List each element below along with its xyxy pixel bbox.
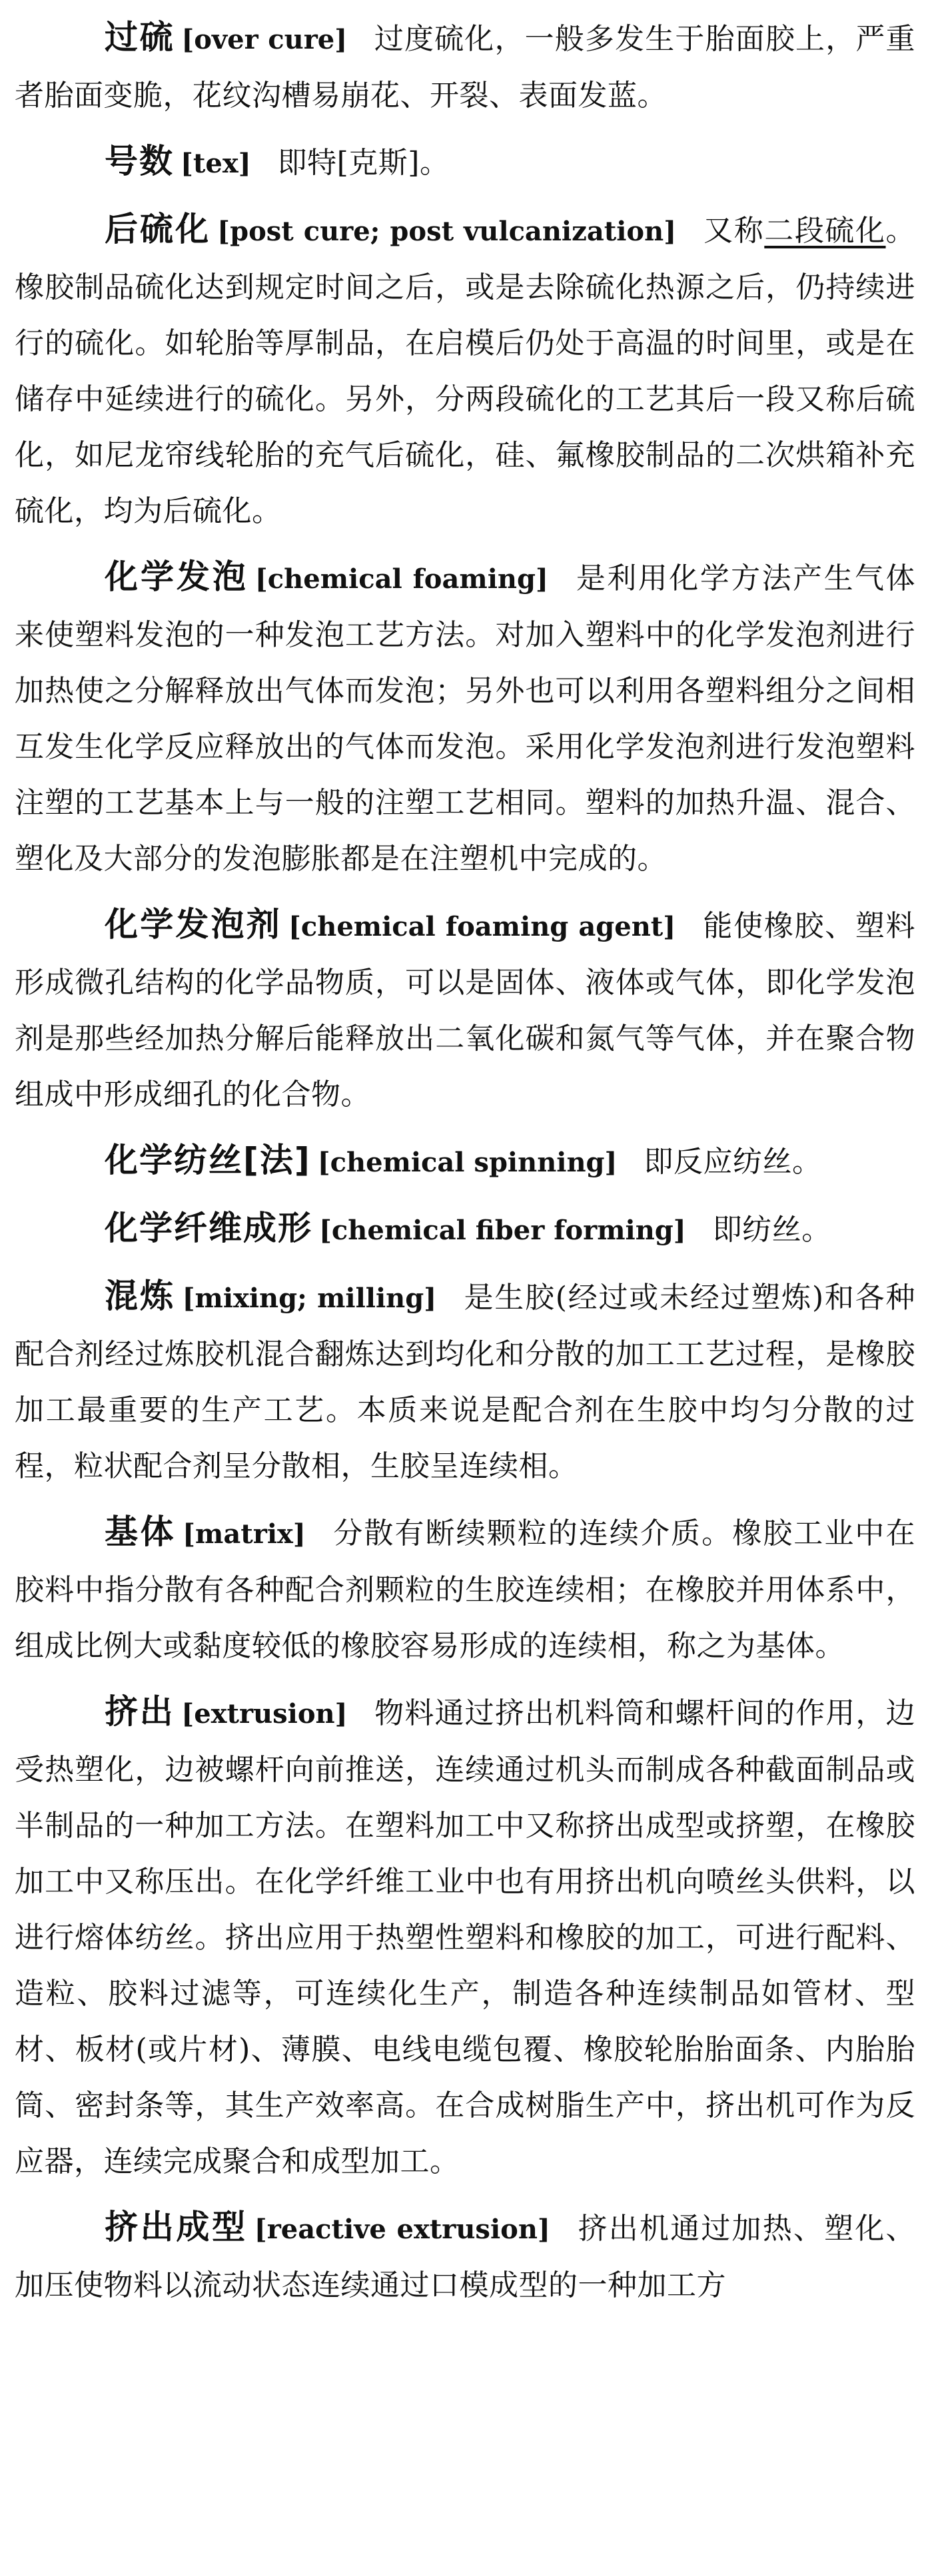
entry-term: 挤出成型 bbox=[105, 2208, 248, 2246]
entry-definition: 是生胶(经过或未经过塑炼)和各种配合剂经过炼胶机混合翻炼达到均化和分散的加工工艺过程，是橡胶加工最重要的生产工艺。本质来说是配合剂在生胶中均匀分散的过程，粒状配合剂呈分散相，生胶呈连续相。 bbox=[15, 1281, 915, 1483]
entry-definition-prefix: 又称 bbox=[703, 214, 765, 248]
entry-tex bbox=[15, 133, 915, 192]
entry-term: 化学发泡剂 bbox=[105, 905, 282, 944]
entry-chemical-foaming bbox=[15, 549, 915, 887]
entry-term: 化学发泡 bbox=[105, 557, 248, 596]
entry-english: [mixing; milling] bbox=[182, 1283, 437, 1314]
entry-chemical-foaming-agent bbox=[15, 896, 915, 1123]
entry-matrix bbox=[15, 1504, 915, 1674]
entry-definition: 能使橡胶、塑料形成微孔结构的化学品物质，可以是固体、液体或气体，即化学发泡剂是那些经加热分解后能释放出二氧化碳和氮气等气体，并在聚合物组成中形成细孔的化合物。 bbox=[15, 909, 916, 1112]
entry-definition: 即反应纺丝。 bbox=[644, 1145, 822, 1179]
entry-english: [reactive extrusion] bbox=[254, 2214, 550, 2245]
entry-english: [post cure; post vulcanization] bbox=[217, 216, 677, 247]
entry-definition: 是利用化学方法产生气体来使塑料发泡的一种发泡工艺方法。对加入塑料中的化学发泡剂进行加热使之分解释放出气体而发泡；另外也可以利用各塑料组分之间相互发生化学反应释放出的气体而发泡。采用化学发泡剂进行发泡塑料注塑的工艺基本上与一般的注塑工艺相同。塑料的加热升温、混合、塑化及大部分的发泡膨胀都是在注塑机中完成的。 bbox=[15, 561, 916, 876]
entry-over-cure bbox=[15, 9, 915, 124]
entry-term: 过硫 bbox=[105, 18, 175, 57]
entry-term: 挤出 bbox=[105, 1692, 175, 1731]
entry-term: 化学纤维成形 bbox=[105, 1209, 312, 1247]
entry-definition: 过度硫化，一般多发生于胎面胶上，严重者胎面变脆，花纹沟槽易崩花、开裂、表面发蓝。 bbox=[15, 22, 916, 113]
entry-definition: 即纺丝。 bbox=[712, 1213, 831, 1247]
entry-english: [chemical foaming] bbox=[254, 563, 548, 595]
entry-definition: 分散有断续颗粒的连续介质。橡胶工业中在胶料中指分散有各种配合剂颗粒的生胶连续相；在橡胶并用体系中，组成比例大或黏度较低的橡胶容易形成的连续相，称之为基体。 bbox=[15, 1516, 915, 1663]
entry-definition: 挤出机通过加热、塑化、加压使物料以流动状态连续通过口模成型的一种加工方 bbox=[15, 2212, 916, 2302]
entry-definition: 物料通过挤出机料筒和螺杆间的作用，边受热塑化，边被螺杆向前推送，连续通过机头而制成各种截面制品或半制品的一种加工方法。在塑料加工中又称挤出成型或挤塑，在橡胶加工中又称压出。在化学纤维工业中也有用挤出机向喷丝头供料，以进行熔体纺丝。挤出应用于热塑性塑料和橡胶的加工，可进行配料、造粒、胶料过滤等，可连续化生产，制造各种连续制品如管材、型材、板材(或片材)、薄膜、电线电缆包覆、橡胶轮胎胎面条、内胎胎筒、密封条等，其生产效率高。在合成树脂生产中，挤出机可作为反应器，连续完成聚合和成型加工。 bbox=[15, 1696, 916, 2178]
entry-english: [extrusion] bbox=[181, 1698, 348, 1730]
entry-definition: 。橡胶制品硫化达到规定时间之后，或是去除硫化热源之后，仍持续进行的硫化。如轮胎等厚制品，在启模后仍处于高温的时间里，或是在储存中延续进行的硫化。另外，分两段硫化的工艺其后一段又称后硫化，如尼龙帘线轮胎的充气后硫化，硅、氟橡胶制品的二次烘箱补充硫化，均为后硫化。 bbox=[15, 214, 916, 528]
entry-post-cure bbox=[15, 201, 915, 539]
entry-term: 号数 bbox=[105, 142, 174, 180]
entry-english: [matrix] bbox=[183, 1518, 306, 1550]
entry-term: 基体 bbox=[105, 1512, 177, 1551]
entry-english: [chemical fiber forming] bbox=[319, 1215, 686, 1246]
entry-term: 后硫化 bbox=[105, 210, 211, 248]
entry-english: [chemical foaming agent] bbox=[288, 911, 676, 942]
entry-chemical-spinning bbox=[15, 1132, 915, 1191]
entry-english: [chemical spinning] bbox=[317, 1147, 618, 1178]
entry-term: 混炼 bbox=[105, 1277, 176, 1315]
entry-definition: 即特[克斯]。 bbox=[277, 146, 450, 180]
entry-term: 化学纺丝[法] bbox=[105, 1141, 311, 1179]
entry-english: [over cure] bbox=[181, 24, 348, 55]
entry-extrusion bbox=[15, 1684, 915, 2190]
entry-mixing bbox=[15, 1268, 915, 1494]
cross-reference-link[interactable]: 二段硫化 bbox=[764, 214, 886, 248]
entry-chemical-fiber-forming bbox=[15, 1200, 915, 1259]
entry-english: [tex] bbox=[181, 148, 251, 179]
entry-reactive-extrusion bbox=[15, 2199, 915, 2314]
